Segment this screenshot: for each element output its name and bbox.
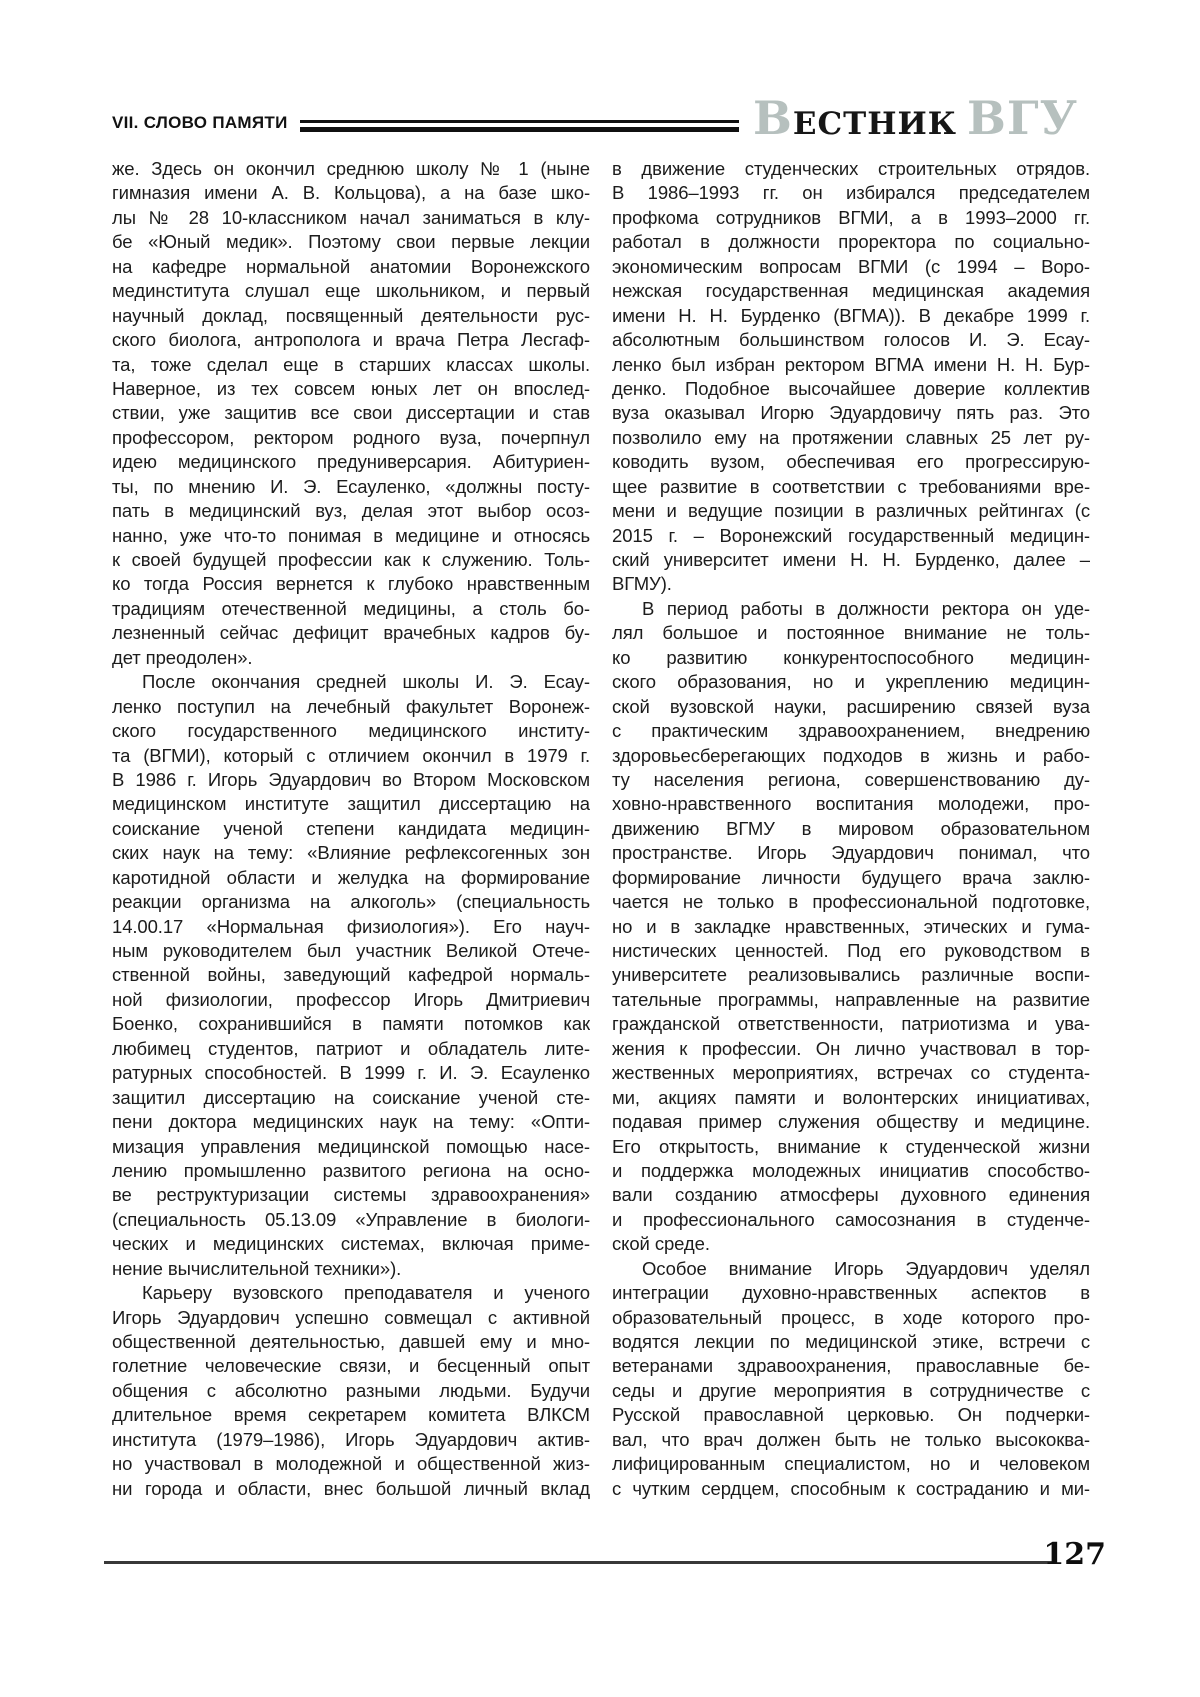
text-line: Его открытость, внимание к студенческой жизни bbox=[612, 1135, 1090, 1157]
text-line: защитил диссертацию на соискание ученой сте- bbox=[112, 1086, 590, 1108]
logo-acronym: ВГУ bbox=[967, 91, 1078, 145]
text-line: но и в закладке нравственных, этических и гума- bbox=[612, 915, 1090, 937]
text-line: ту населения региона, совершенствованию ду- bbox=[612, 768, 1090, 790]
text-line: В 1986 г. Игорь Эдуардович во Втором Московском bbox=[112, 768, 590, 790]
text-line: ского государственного медицинского институ- bbox=[112, 720, 590, 742]
paragraph bbox=[612, 157, 1090, 597]
text-line: ко тогда Россия вернется к глубоко нравственным bbox=[112, 573, 590, 595]
text-line: общественной деятельностью, давшей ему и мно- bbox=[112, 1331, 590, 1352]
text-line: вали созданию атмосферы духовного единения bbox=[612, 1184, 1090, 1206]
text-line: ствии, уже защитив все свои диссертации и став bbox=[112, 402, 590, 424]
text-line: подавая пример служения обществу и медицине. bbox=[612, 1111, 1090, 1133]
text-line: ты, по мнению И. Э. Есауленко, «должны посту- bbox=[112, 475, 590, 497]
text-line: на кафедре нормальной анатомии Воронежского bbox=[112, 255, 590, 277]
text-line: ветеранами здравоохранения, православные бе- bbox=[612, 1355, 1090, 1377]
text-line: ми, акциях памяти и волонтерских инициативах, bbox=[612, 1086, 1090, 1108]
logo-initial-letter: В bbox=[752, 91, 793, 145]
text-line: дет преодолен». bbox=[112, 646, 253, 668]
text-line: с практическим здравоохранением, внедрению bbox=[612, 720, 1090, 742]
text-line: тательные программы, направленные на развитие bbox=[612, 988, 1090, 1010]
text-line: Особое внимание Игорь Эдуардович уделял bbox=[642, 1257, 1090, 1279]
text-line: института (1979–1986), Игорь Эдуардович актив- bbox=[112, 1428, 590, 1450]
text-line: же. Здесь он окончил среднюю школу № 1 (ныне bbox=[112, 158, 590, 179]
text-line: ческих и медицинских системах, включая приме- bbox=[112, 1233, 590, 1255]
text-line: мединститута слушал еще школьником, и первый bbox=[112, 280, 590, 302]
left-text-column bbox=[112, 157, 590, 1501]
text-line: и поддержка молодежных инициатив способство- bbox=[612, 1159, 1090, 1181]
text-line: вал, что врач должен быть не только высококва- bbox=[612, 1428, 1090, 1450]
text-line: длительное время секретарем комитета ВЛКСМ bbox=[112, 1404, 590, 1426]
text-line: к своей будущей профессии как к служению. Толь- bbox=[112, 549, 590, 570]
text-line: (специальность 05.13.09 «Управление в биологи- bbox=[112, 1208, 590, 1230]
text-line: лял большое и постоянное внимание не толь- bbox=[612, 622, 1090, 644]
text-line: ховно-нравственного воспитания молодежи, про- bbox=[612, 793, 1090, 815]
text-line: ной физиологии, профессор Игорь Дмитриевич bbox=[112, 988, 590, 1010]
text-line: В период работы в должности ректора он уде- bbox=[642, 597, 1090, 619]
text-line: университете реализовывались различные воспи- bbox=[612, 964, 1090, 986]
text-line: лению промышленно развитого региона на осно- bbox=[112, 1159, 590, 1181]
text-line: каротидной области и желудка на формирование bbox=[112, 866, 590, 888]
text-line: движению ВГМУ в мировом образовательном bbox=[612, 817, 1090, 839]
text-line: нистических ценностей. Под его руководством в bbox=[612, 940, 1090, 961]
text-line: гимназия имени А. В. Кольцова), а на базе шко- bbox=[112, 182, 590, 204]
text-line: ководить вузом, обеспечивая его прогрессирую- bbox=[612, 451, 1090, 473]
paragraph bbox=[112, 157, 590, 670]
right-text-column bbox=[612, 157, 1090, 1501]
text-line: ленко был избран ректором ВГМА имени Н. Н. Бур- bbox=[612, 353, 1090, 375]
text-line: интеграции духовно-нравственных аспектов в bbox=[612, 1282, 1090, 1304]
text-line: Игорь Эдуардович успешно совмещал с активной bbox=[112, 1306, 590, 1328]
text-line: чается не только в профессиональной подготовке, bbox=[612, 891, 1090, 913]
text-line: нение вычислительной техники»). bbox=[112, 1257, 402, 1279]
text-line: нанно, уже что-то понимая в медицине и относясь bbox=[112, 524, 590, 546]
text-line: 2015 г. – Воронежский государственный медицин- bbox=[612, 524, 1090, 546]
text-line: ских наук на тему: «Влияние рефлексогенных зон bbox=[112, 842, 590, 864]
text-line: Карьеру вузовского преподавателя и ученого bbox=[142, 1282, 590, 1304]
text-line: пространстве. Игорь Эдуардович понимал, что bbox=[612, 842, 1090, 864]
text-line: ленко поступил на лечебный факультет Воронеж- bbox=[112, 695, 590, 717]
section-label: VII. СЛОВО ПАМЯТИ bbox=[112, 113, 288, 132]
text-line: гражданской ответственности, патриотизма и ува- bbox=[612, 1013, 1090, 1035]
paragraph bbox=[112, 670, 590, 1281]
text-line: мизация управления медицинской помощью насе- bbox=[112, 1135, 590, 1157]
text-line: лифицированным специалистом, но и человеком bbox=[612, 1453, 1090, 1475]
text-line: та (ВГМИ), который с отличием окончил в 1979 г. bbox=[112, 744, 590, 766]
text-line: голетние человеческие связи, и бесценный опыт bbox=[112, 1355, 590, 1377]
paragraph bbox=[112, 1281, 590, 1501]
text-line: вуза оказывал Игорю Эдуардовичу пять раз. Это bbox=[612, 402, 1090, 424]
text-line: ской вузовской науки, расширению связей вуза bbox=[612, 695, 1090, 717]
text-line: нежская государственная медицинская академия bbox=[612, 280, 1090, 302]
text-line: с чутким сердцем, способным к состраданию и ми- bbox=[612, 1477, 1090, 1499]
text-line: профкома сотрудников ВГМИ, а в 1993–2000 гг. bbox=[612, 206, 1090, 228]
text-line: ратурных способностей. В 1999 г. И. Э. Есауленко bbox=[112, 1062, 590, 1084]
text-line: лы № 28 10-классником начал заниматься в клу- bbox=[112, 206, 590, 228]
text-line: традициям отечественной медицины, а столь бо- bbox=[112, 597, 590, 619]
text-line: Боенко, сохранившийся в памяти потомков как bbox=[112, 1013, 590, 1035]
text-line: реакции организма на алкоголь» (специальность bbox=[112, 891, 590, 913]
text-line: жения к профессии. Он лично участвовал в тор- bbox=[612, 1037, 1090, 1059]
text-line: экономическим вопросам ВГМИ (с 1994 – Воро- bbox=[612, 255, 1090, 277]
text-line: позволило ему на протяжении славных 25 лет ру- bbox=[612, 426, 1090, 448]
text-line: ко развитию конкурентоспособного медицин- bbox=[612, 646, 1090, 668]
text-line: медицинском институте защитил диссертацию на bbox=[112, 793, 590, 815]
text-line: ского образования, но и укреплению медицин- bbox=[612, 671, 1090, 693]
text-line: соискание ученой степени кандидата медицин- bbox=[112, 817, 590, 839]
text-line: денко. Подобное высочайшее доверие коллектив bbox=[612, 377, 1090, 399]
text-line: мени и ведущие позиции в различных рейтингах (с bbox=[612, 500, 1090, 522]
text-line: ве реструктуризации системы здравоохранения» bbox=[112, 1184, 590, 1206]
text-line: научный доклад, посвященный деятельности рус- bbox=[112, 304, 590, 326]
text-line: ным руководителем был участник Великой Отече- bbox=[112, 940, 590, 961]
logo-word-rest: ЕСТНИК bbox=[792, 106, 958, 142]
text-line: профессором, ректором родного вуза, почерпнул bbox=[112, 426, 590, 448]
text-line: образовательный процесс, в ходе которого про- bbox=[612, 1306, 1090, 1328]
text-line: пать в медицинский вуз, делая этот выбор осоз- bbox=[112, 500, 590, 522]
page-number: 127 bbox=[1043, 1537, 1106, 1572]
text-line: общения с абсолютно разными людьми. Будучи bbox=[112, 1379, 590, 1401]
text-line: в движение студенческих строительных отрядов. bbox=[612, 158, 1090, 179]
text-line: но участвовал в молодежной и общественной жиз- bbox=[112, 1453, 590, 1475]
text-line: формирование личности будущего врача заклю- bbox=[612, 866, 1090, 888]
text-line: щее развитие в соответствии с требованиями вре- bbox=[612, 475, 1090, 497]
text-line: ской среде. bbox=[612, 1233, 710, 1255]
text-line: абсолютным большинством голосов И. Э. Есау- bbox=[612, 329, 1090, 351]
text-line: имени Н. Н. Бурденко (ВГМА)). В декабре 1999 г. bbox=[612, 304, 1090, 326]
text-line: ственной войны, заведующий кафедрой нормаль- bbox=[112, 964, 590, 986]
text-line: бе «Юный медик». Поэтому свои первые лекции bbox=[112, 231, 590, 253]
text-line: та, тоже сделал еще в старших классах школы. bbox=[112, 353, 590, 375]
text-line: ВГМУ). bbox=[612, 573, 672, 595]
header-double-rule bbox=[300, 120, 739, 132]
text-line: и профессионального самосознания в студенче- bbox=[612, 1208, 1090, 1230]
page-header bbox=[112, 91, 1078, 145]
journal-logo bbox=[752, 91, 1078, 145]
text-line: В 1986–1993 гг. он избирался председателем bbox=[612, 182, 1090, 204]
text-line: любимец студентов, патриот и обладатель лите- bbox=[112, 1037, 590, 1059]
text-line: ского биолога, антрополога и врача Петра Лесгаф- bbox=[112, 329, 590, 351]
text-line: Русской православной церковью. Он подчерки- bbox=[612, 1404, 1090, 1426]
text-line: водятся лекции по медицинской этике, встречи с bbox=[612, 1331, 1090, 1352]
text-line: жественных мероприятиях, встречах со студента- bbox=[612, 1062, 1090, 1084]
text-line: 14.00.17 «Нормальная физиология»). Его науч- bbox=[112, 915, 590, 937]
text-line: работал в должности проректора по социально- bbox=[612, 231, 1090, 253]
text-line: идею медицинского предуниверсария. Абитуриен- bbox=[112, 451, 590, 473]
text-line: здоровьесберегающих подходов в жизнь и рабо- bbox=[612, 744, 1090, 766]
paragraph bbox=[612, 1257, 1090, 1501]
text-line: пени доктора медицинских наук на тему: «Опти- bbox=[112, 1111, 590, 1133]
text-line: седы и другие мероприятия в сотрудничестве с bbox=[612, 1379, 1090, 1401]
text-line: Наверное, из тех совсем юных лет он впослед- bbox=[112, 377, 590, 399]
text-line: ни города и области, внес большой личный вклад bbox=[112, 1477, 590, 1499]
text-line: ский университет имени Н. Н. Бурденко, далее – bbox=[612, 549, 1090, 570]
text-line: После окончания средней школы И. Э. Есау- bbox=[142, 671, 590, 693]
paragraph bbox=[612, 597, 1090, 1257]
text-line: лезненный сейчас дефицит врачебных кадров бу- bbox=[112, 622, 590, 644]
footer-rule bbox=[104, 1561, 1056, 1564]
